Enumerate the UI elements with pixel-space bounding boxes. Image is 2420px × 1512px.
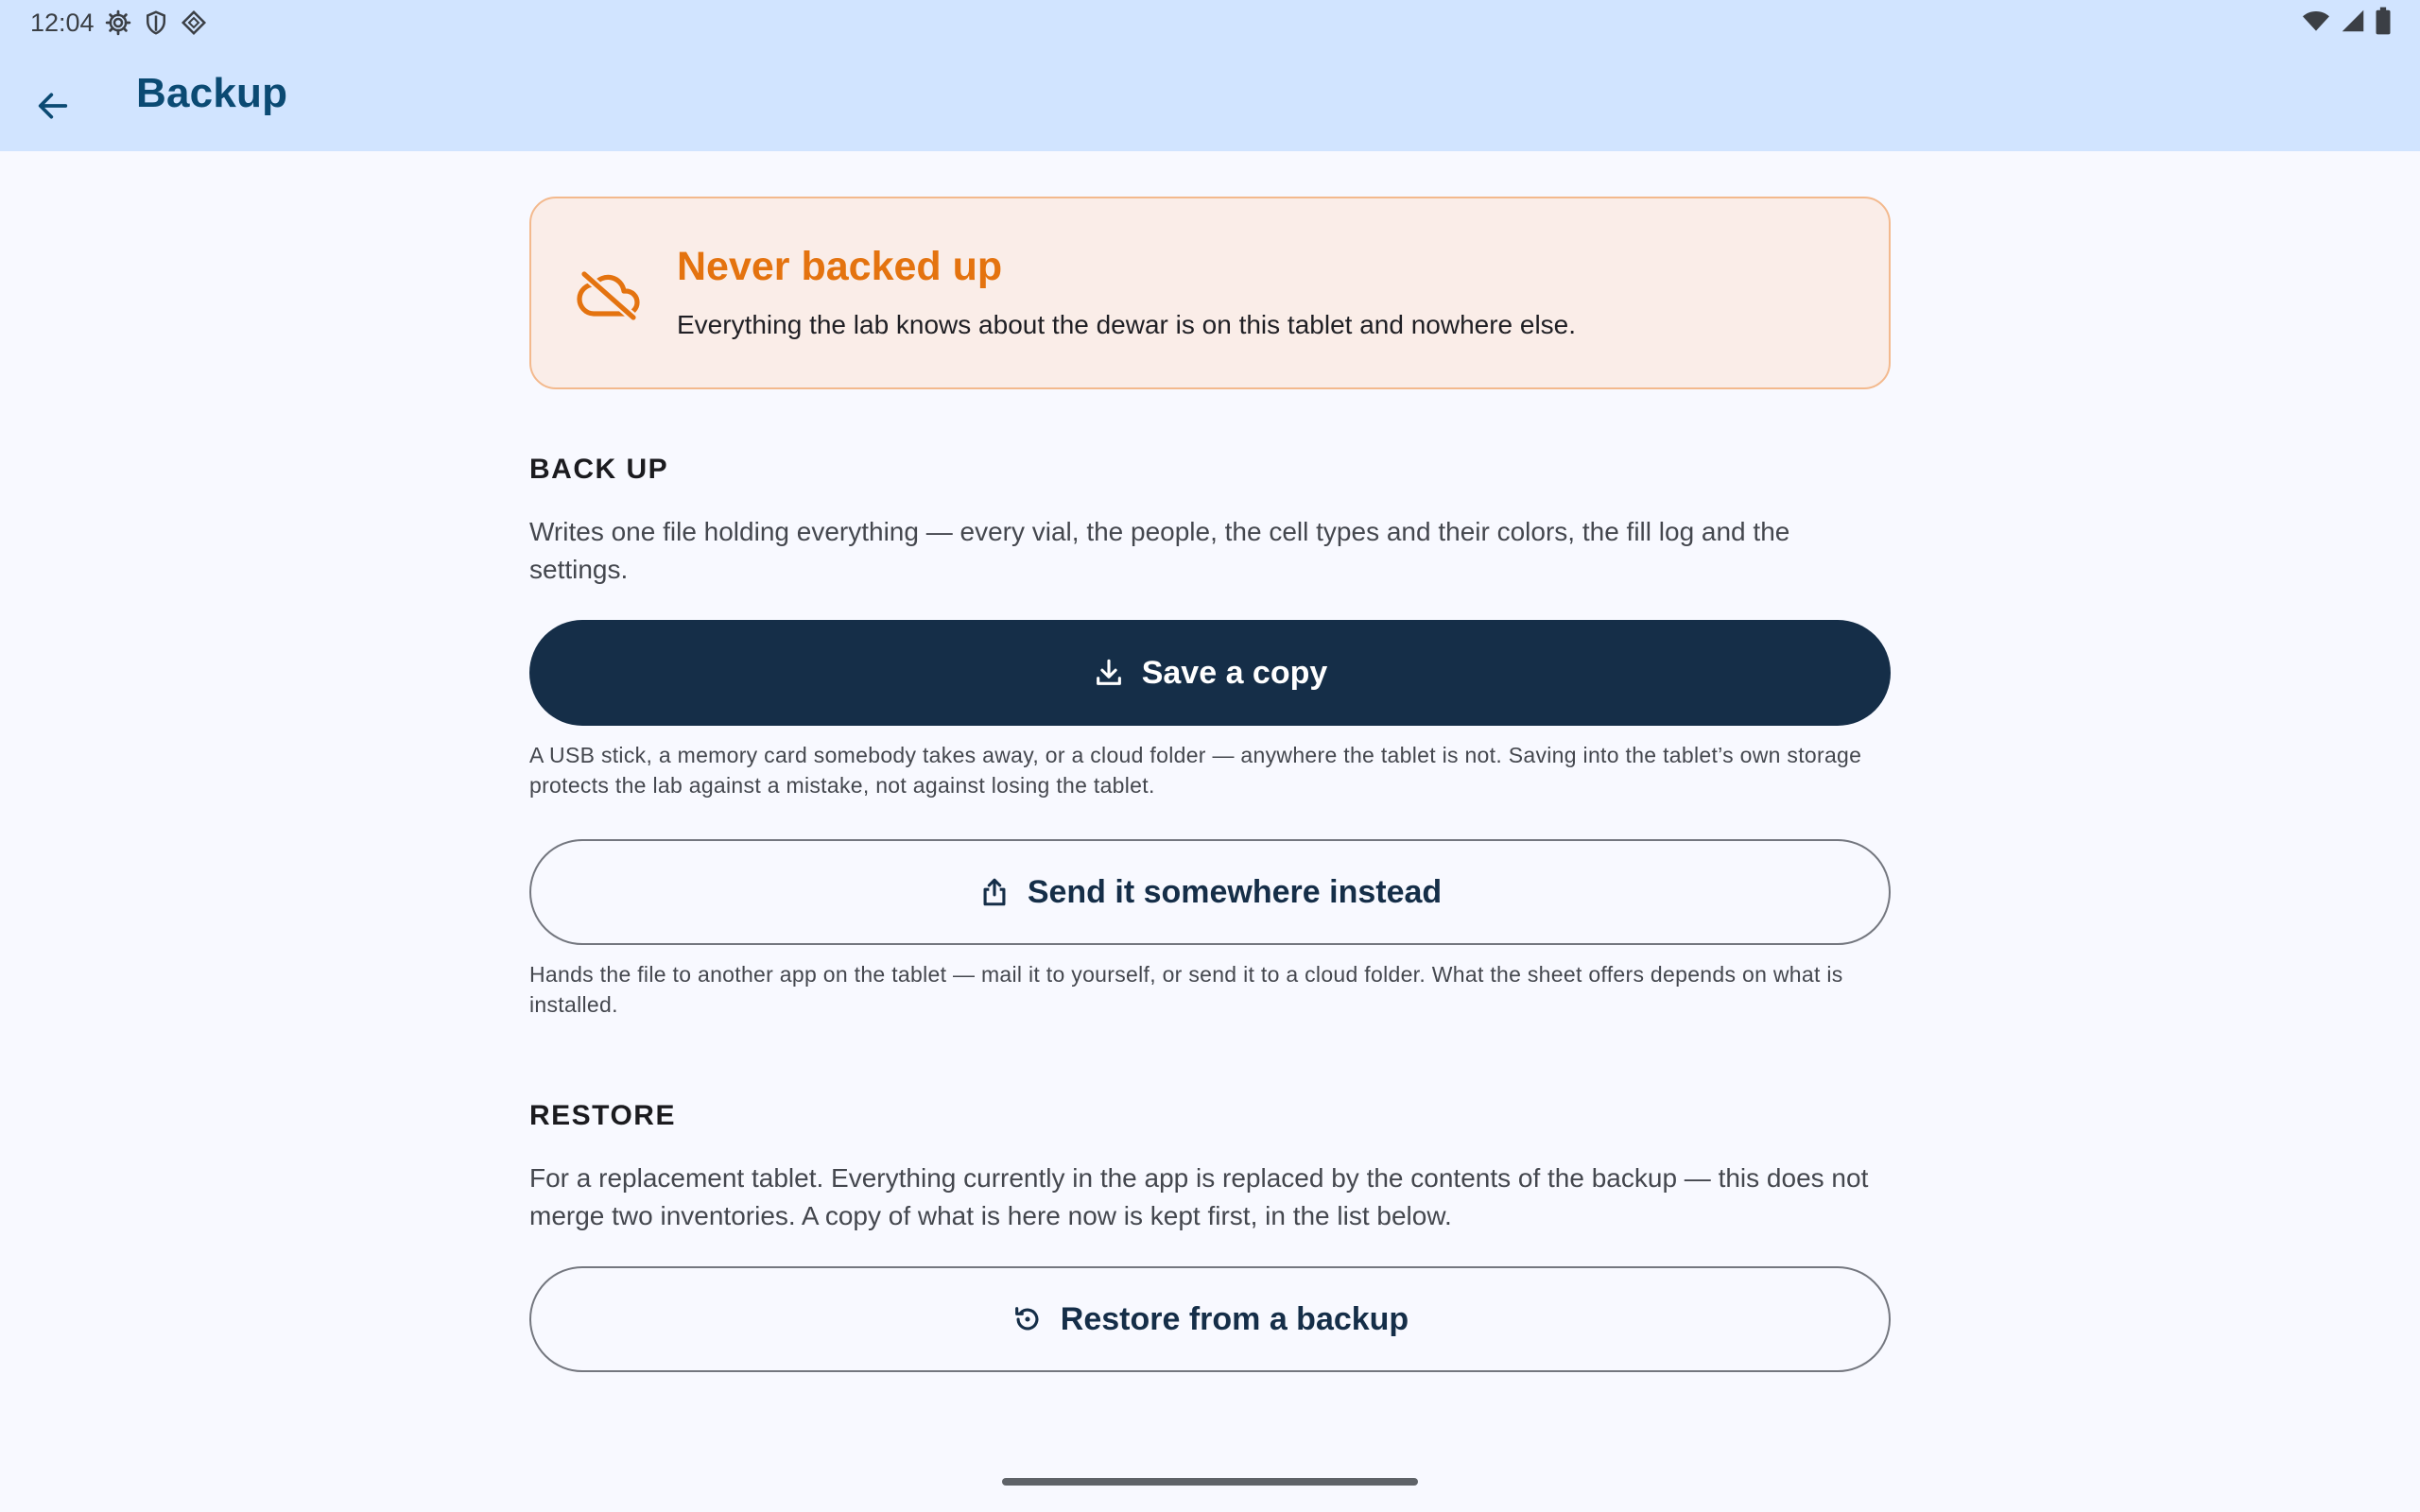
download-icon bbox=[1093, 657, 1125, 689]
cloud-off-icon bbox=[577, 268, 641, 321]
restore-heading: RESTORE bbox=[529, 1100, 676, 1131]
back-button[interactable] bbox=[21, 74, 85, 138]
send-somewhere-button[interactable] bbox=[529, 839, 1891, 945]
save-copy-note: A USB stick, a memory card somebody takes away, or a cloud folder — anywhere the tablet is not. Saving into the tablet’s own storage protects the lab against a mistake, not against losing the tablet. bbox=[529, 743, 1862, 798]
alert-title: Never backed up bbox=[677, 244, 1003, 289]
status-bar-left bbox=[30, 6, 208, 40]
save-copy-label: Save a copy bbox=[1141, 654, 1328, 691]
gesture-navigation-bar[interactable] bbox=[1002, 1478, 1418, 1486]
top-app-bar bbox=[0, 0, 2420, 151]
restore-backup-button[interactable] bbox=[529, 1266, 1891, 1372]
status-bar-right bbox=[2301, 8, 2392, 38]
send-somewhere-label: Send it somewhere instead bbox=[1027, 873, 1443, 910]
page-title: Backup bbox=[136, 70, 288, 116]
restore-backup-label: Restore from a backup bbox=[1060, 1300, 1409, 1337]
backup-status-card bbox=[529, 197, 1891, 389]
restore-icon bbox=[1011, 1303, 1044, 1335]
diamond-icon bbox=[180, 9, 208, 37]
app-bar bbox=[0, 53, 2420, 151]
backup-content bbox=[529, 197, 1891, 389]
battery-icon bbox=[2375, 7, 2392, 40]
backup-description: Writes one file holding everything — every vial, the people, the cell types and their colors, the fill log and the settings. bbox=[529, 517, 1790, 584]
alert-body: Everything the lab knows about the dewar is on this tablet and nowhere else. bbox=[677, 310, 1577, 339]
restore-description: For a replacement tablet. Everything currently in the app is replaced by the contents of the backup — this does not merge two inventories. A copy of what is here now is kept first, in the list below. bbox=[529, 1163, 1869, 1230]
send-somewhere-note: Hands the file to another app on the tablet — mail it to yourself, or send it to a cloud folder. What the sheet offers depends on what is installed. bbox=[529, 962, 1843, 1017]
status-time: 12:04 bbox=[30, 8, 95, 37]
signal-icon bbox=[2339, 7, 2367, 40]
shield-icon bbox=[142, 9, 170, 37]
save-copy-button[interactable] bbox=[529, 620, 1891, 726]
backup-heading: BACK UP bbox=[529, 454, 669, 485]
settings-icon bbox=[104, 9, 132, 37]
arrow-back-icon bbox=[34, 87, 72, 125]
wifi-icon bbox=[2301, 6, 2331, 41]
share-icon bbox=[978, 876, 1011, 908]
